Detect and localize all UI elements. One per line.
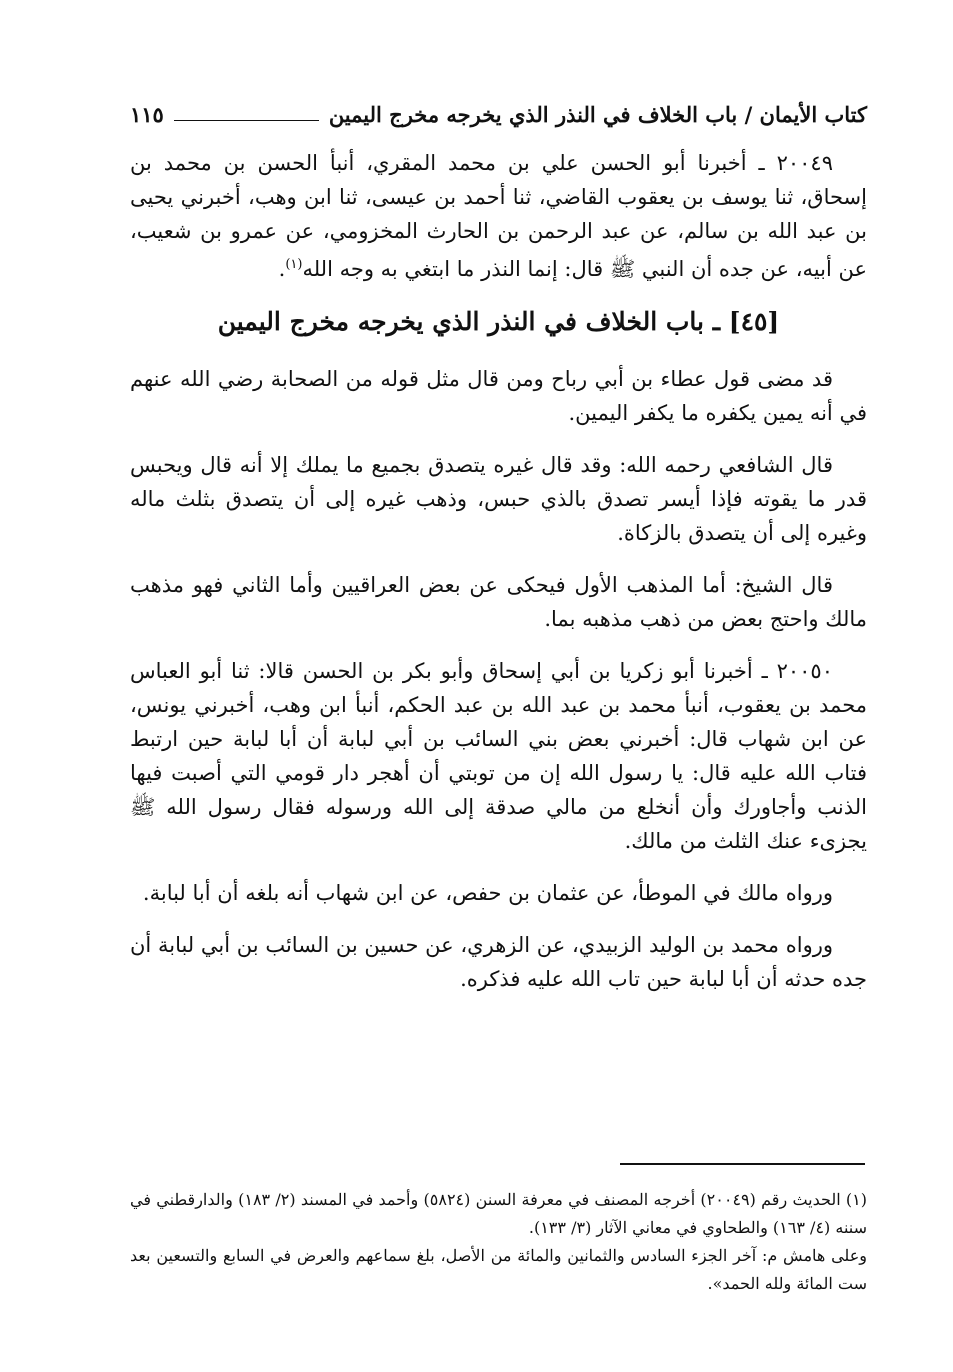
main-text bbox=[130, 146, 867, 996]
hadith-20049 bbox=[130, 146, 867, 286]
hadith-20049-end: . bbox=[278, 257, 286, 281]
footnote-ref-1: (١) bbox=[285, 257, 303, 272]
footnotes bbox=[130, 1186, 867, 1298]
footnote-margin-note: وعلى هامش م: آخر الجزء السادس والثمانين والمائة من الأصل، بلغ سماعهم والعرض في السابع والتسعين بعد ست المائة ولله الحمد». bbox=[130, 1246, 867, 1293]
hadith-20049-text: ٢٠٠٤٩ ـ أخبرنا أبو الحسن علي بن محمد المقري، أنبأ الحسن بن محمد بن إسحاق، ثنا يوسف بن يعقوب القاضي، ثنا أحمد بن عيسى، ثنا ابن وهب، أخبرني يحيى بن عبد الله بن سالم، عن عبد الرحمن بن الحارث المخزومي، عن عمرو بن شعيب، عن أبيه، عن جده أن النبي ﷺ قال: إنما النذر ما ابتغي به وجه الله bbox=[130, 151, 867, 281]
hadith-20050: ٢٠٠٥٠ ـ أخبرنا أبو زكريا بن أبي إسحاق وأبو بكر بن الحسن قالا: ثنا أبو العباس محمد بن يعقوب، أنبأ محمد بن عبد الله بن عبد الحكم، أنبأ ابن وهب، أخبرني يونس، عن ابن شهاب قال: أخبرني بعض بني السائب بن أبي لبابة أن أبا لبابة حين ارتبط فتاب الله عليه قال: يا رسول الله إن من توبتي أن أهجر دار قومي التي أصبت فيها الذنب وأجاورك وأن أنخلع من مالي صدقة إلى الله ورسوله فقال رسول الله ﷺ يجزىء عنك الثلث من مالك. bbox=[130, 659, 867, 853]
footnote-rule bbox=[620, 1163, 865, 1165]
paragraph-shaykh: قال الشيخ: أما المذهب الأول فيحكى عن بعض العراقيين وأما الثاني فهو مذهب مالك واحتج بعض من ذهب مذهبه بما. bbox=[130, 573, 867, 631]
paragraph-ata: قد مضى قول عطاء بن أبي رباح ومن قال مثل قوله من الصحابة رضي الله عنهم في أنه يمين يكفره ما يكفر اليمين. bbox=[130, 367, 867, 425]
paragraph-shafii: قال الشافعي رحمه الله: وقد قال غيره يتصدق بجميع ما يملك إلا أنه قال ويحبس قدر ما يقوته فإذا أيسر تصدق بالذي حبس، وذهب غيره إلى أن يتصدق بثلث ماله وغيره إلى أن يتصدق بالزكاة. bbox=[130, 453, 867, 545]
running-header bbox=[130, 96, 867, 132]
paragraph-malik: ورواه مالك في الموطأ، عن عثمان بن حفص، عن ابن شهاب أنه بلغه أن أبا لبابة. bbox=[142, 881, 833, 905]
paragraph-zubaydi: ورواه محمد بن الوليد الزبيدي، عن الزهري، عن حسين بن السائب بن أبي لبابة أن جده حدثه أن أبا لبابة حين تاب الله عليه فذكره. bbox=[130, 933, 867, 991]
chapter-heading: [٤٥] ـ باب الخلاف في النذر الذي يخرجه مخرج اليمين bbox=[217, 307, 780, 336]
page-number: ١١٥ bbox=[130, 101, 164, 127]
header-rule bbox=[174, 120, 319, 121]
footnote-1: (١) الحديث رقم (٢٠٠٤٩) أخرجه المصنف في معرفة السنن (٥٨٢٤) وأحمد في المسند (٢/ ١٨٣) والدارقطني في سننه (٤/ ١٦٣) والطحاوي في معاني الآثار (٣/ ١٣٣). bbox=[130, 1190, 868, 1237]
running-title: كتاب الأيمان / باب الخلاف في النذر الذي يخرجه مخرج اليمين bbox=[328, 101, 867, 127]
